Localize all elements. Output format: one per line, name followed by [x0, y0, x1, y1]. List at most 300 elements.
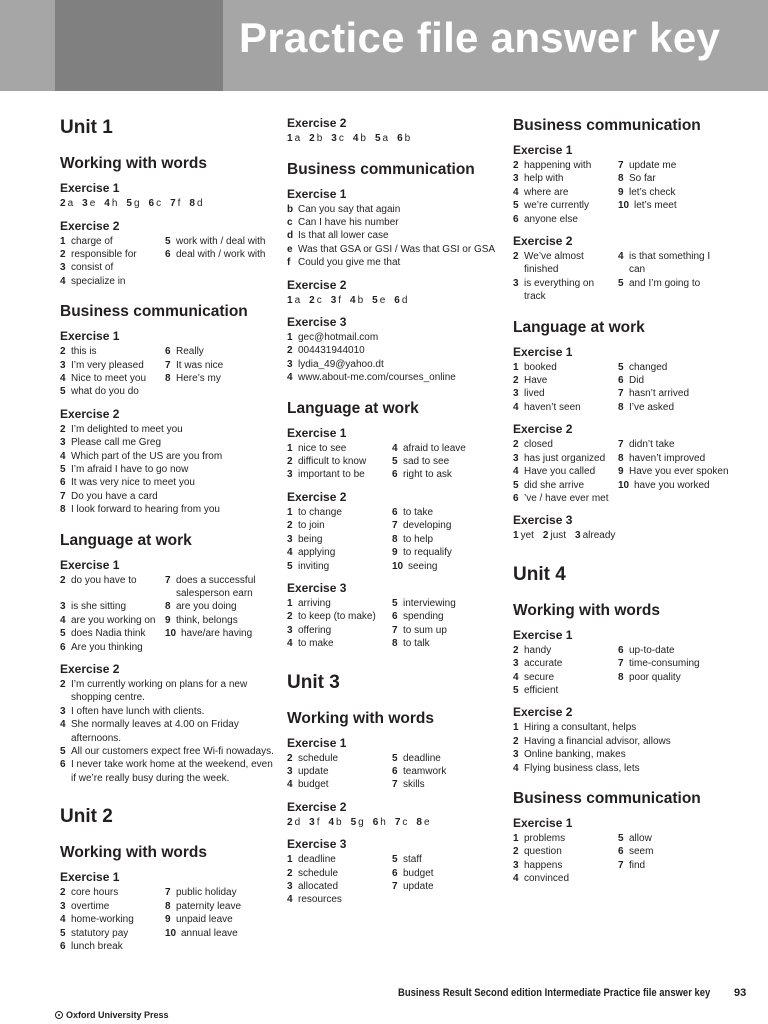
- answer-number: 10: [165, 628, 177, 640]
- answer-text: we’re currently: [524, 200, 590, 212]
- answer-item: [513, 762, 729, 775]
- section-heading: Working with words: [60, 155, 207, 172]
- answer-number: 4: [60, 614, 66, 626]
- answer-number: 7: [165, 574, 171, 586]
- answer-block: [287, 203, 503, 270]
- answer-text: happens: [524, 859, 563, 871]
- answer-item: [287, 765, 392, 778]
- answer-block: [513, 644, 729, 698]
- answer-text: afraid to leave: [403, 442, 466, 454]
- answer-number: 8: [165, 601, 171, 613]
- answer-number: f: [287, 257, 291, 269]
- answer-number: 6: [60, 641, 66, 653]
- answer-text: annual leave: [181, 927, 238, 939]
- answer-number: 8: [392, 638, 398, 650]
- answer-item: [165, 900, 276, 913]
- answer-text: has just organized: [524, 452, 606, 464]
- answer-text: I’m delighted to meet you: [71, 423, 183, 435]
- section: [513, 318, 729, 337]
- answer-value: yet: [520, 530, 534, 542]
- answer-number: 4: [328, 816, 335, 828]
- answer-item: [60, 627, 165, 640]
- answer-text: haven’t improved: [629, 452, 706, 464]
- answer-list: [513, 159, 729, 226]
- answer-item: [392, 546, 503, 559]
- answer-item: [618, 859, 729, 872]
- answer-text: I’m afraid I have to go now: [71, 463, 189, 475]
- answer-number: e: [287, 243, 293, 255]
- answer-item: [60, 436, 276, 449]
- answer-number: 4: [392, 442, 398, 454]
- exercise-title: Exercise 2: [513, 234, 573, 249]
- section: [60, 662, 276, 785]
- section: [60, 407, 276, 517]
- answer-value: b: [404, 133, 411, 144]
- answer-number: 2: [60, 248, 66, 260]
- answer-item: [513, 492, 618, 505]
- answer-number: 2: [309, 294, 315, 306]
- answer-block: [287, 752, 503, 792]
- answer-text: nice to see: [298, 442, 347, 454]
- answer-item: [392, 519, 503, 532]
- answer-item: [287, 893, 392, 906]
- answer-number: 1: [513, 833, 519, 845]
- answer-list: [287, 203, 503, 270]
- section: [287, 671, 503, 695]
- answer-number: 2: [287, 816, 293, 828]
- answer-text: She normally leaves at 4.00 on Friday afternoons.: [71, 719, 239, 744]
- section: [513, 422, 729, 505]
- answer-item: [287, 216, 503, 229]
- answer-item: [287, 867, 392, 880]
- answer-item: [165, 614, 276, 627]
- answer-number: 8: [618, 452, 624, 464]
- answer-number: 2: [287, 752, 293, 764]
- answer-text: gec@hotmail.com: [298, 332, 379, 344]
- section: [287, 278, 503, 308]
- answer-number: 8: [618, 401, 624, 413]
- answer-list: [287, 331, 503, 385]
- answer-text: allow: [629, 833, 652, 845]
- answer-item: [392, 880, 503, 893]
- answer-item: [392, 610, 503, 623]
- answer-number: 6: [165, 346, 171, 358]
- answer-item: [618, 465, 729, 478]
- inline-answers: [287, 132, 503, 146]
- answer-number: 3: [330, 294, 337, 306]
- answer-number: 2: [60, 346, 66, 358]
- answer-text: handy: [524, 644, 552, 656]
- answer-number: 1: [513, 722, 519, 734]
- answer-value: d: [401, 294, 408, 306]
- answer-number: 3: [513, 658, 519, 670]
- answer-list: [287, 752, 503, 792]
- answer-number: 4: [60, 275, 66, 287]
- answer-text: budget: [298, 779, 329, 791]
- answer-text: schedule: [298, 752, 339, 764]
- answer-text: this is: [71, 346, 97, 358]
- answer-item: [287, 455, 392, 468]
- answer-number: 9: [165, 614, 171, 626]
- answer-list: [287, 853, 503, 907]
- answer-number: 9: [392, 547, 398, 559]
- answer-value: f: [338, 294, 342, 306]
- answer-number: 3: [287, 881, 293, 893]
- answer-text: important to be: [298, 469, 365, 481]
- answer-text: deal with / work with: [176, 248, 266, 260]
- answer-item: [60, 600, 165, 613]
- answer-item: [60, 372, 165, 385]
- answer-list: [513, 361, 729, 415]
- answer-number: 6: [618, 846, 624, 858]
- answer-item: [287, 442, 392, 455]
- exercise-title: Exercise 3: [513, 513, 573, 528]
- answer-number: 1: [287, 506, 293, 518]
- answer-text: Which part of the US are you from: [71, 450, 223, 462]
- answer-text: question: [524, 846, 562, 858]
- exercise-title: Exercise 1: [287, 735, 347, 750]
- oup-logo-icon: [55, 1011, 63, 1019]
- answer-item: [60, 503, 276, 516]
- answer-block: [287, 132, 503, 146]
- answer-value: h: [111, 198, 118, 209]
- exercise-title: Exercise 1: [60, 329, 120, 344]
- exercise-title: Exercise 1: [513, 344, 573, 359]
- answer-value: c: [156, 198, 162, 209]
- answer-list: [60, 886, 276, 953]
- answer-item: [60, 463, 276, 476]
- answer-item: [60, 745, 276, 758]
- answer-number: 7: [170, 198, 176, 209]
- exercise-title: Exercise 1: [287, 425, 347, 440]
- answer-text: It was nice: [176, 359, 224, 371]
- answer-text: convinced: [524, 873, 570, 885]
- answer-list: [287, 442, 503, 482]
- answer-item: [392, 442, 503, 455]
- exercise-title: Exercise 2: [287, 489, 347, 504]
- answer-text: I’ve asked: [629, 401, 675, 413]
- answer-text: are you working on: [71, 614, 156, 626]
- answer-item: [618, 438, 729, 451]
- answer-number: 9: [618, 466, 624, 478]
- answer-item: [392, 778, 503, 791]
- answer-item: [618, 277, 729, 304]
- answer-number: 5: [513, 685, 519, 697]
- answer-text: is that something I can: [629, 251, 711, 276]
- section: [60, 843, 276, 862]
- answer-item: [618, 387, 729, 400]
- exercise-title: Exercise 3: [287, 837, 347, 852]
- answer-number: 5: [350, 816, 357, 828]
- answer-number: 5: [618, 361, 624, 373]
- answer-text: update me: [629, 160, 677, 171]
- answer-number: d: [287, 230, 294, 242]
- answer-item: [513, 479, 618, 492]
- answer-number: 4: [513, 186, 519, 198]
- answer-number: 5: [60, 927, 66, 939]
- answer-number: 3: [513, 277, 519, 289]
- answer-list: [287, 506, 503, 573]
- answer-number: 2: [60, 887, 66, 899]
- answer-text: I look forward to hearing from you: [71, 504, 220, 516]
- answer-text: consist of: [71, 262, 114, 274]
- answer-number: 8: [392, 533, 398, 545]
- answer-text: to requalify: [403, 547, 452, 559]
- answer-list: [513, 832, 729, 886]
- answer-item: [513, 845, 618, 858]
- answer-number: 7: [618, 160, 624, 171]
- answer-text: I never take work home at the weekend, even if we’re really busy during the week.: [71, 759, 273, 784]
- section-heading: Working with words: [60, 844, 207, 862]
- answer-item: [513, 277, 618, 304]
- answer-number: 9: [165, 914, 171, 926]
- answer-number: 6: [394, 294, 400, 306]
- answer-value: h: [380, 816, 386, 828]
- answer-item: [60, 678, 276, 705]
- answer-number: 2: [542, 530, 549, 542]
- answer-item: [513, 657, 618, 670]
- answer-item: [60, 574, 165, 601]
- answer-block: [60, 235, 276, 289]
- answer-item: [513, 872, 618, 885]
- answer-item: [392, 765, 503, 778]
- answer-number: 2: [287, 345, 293, 357]
- answer-value: c: [338, 133, 344, 144]
- answer-text: is everything on track: [524, 277, 595, 303]
- section: [287, 800, 503, 830]
- answer-number: 6: [397, 133, 403, 144]
- answer-number: 7: [165, 887, 171, 899]
- answer-value: g: [358, 816, 364, 828]
- answer-text: have/are having: [181, 628, 253, 640]
- answer-text: is she sitting: [71, 601, 127, 613]
- answer-number: 2: [513, 439, 519, 451]
- answer-value: b: [316, 133, 323, 144]
- answer-item: [60, 705, 276, 718]
- answer-text: to keep (to make): [298, 611, 376, 623]
- answer-text: All our customers expect free Wi-fi nowadays.: [71, 746, 274, 758]
- section: [60, 329, 276, 399]
- answer-text: Was that GSA or GSI / Was that GSI or GSA: [298, 243, 496, 255]
- section: [60, 558, 276, 654]
- answer-number: 1: [513, 361, 519, 373]
- section: [287, 399, 503, 418]
- answer-item: [618, 250, 729, 277]
- answer-item: [60, 927, 165, 940]
- answer-number: 2: [513, 375, 519, 387]
- answer-text: www.about-me.com/courses_online: [298, 372, 456, 384]
- exercise-title: Exercise 3: [287, 315, 347, 330]
- answer-text: skills: [403, 779, 425, 791]
- answer-item: [60, 345, 165, 358]
- footer-book-title: Business Result Second edition Intermediate Practice file answer key: [398, 987, 711, 999]
- answer-text: spending: [403, 611, 444, 623]
- section-heading: Business communication: [513, 790, 701, 808]
- answer-number: 10: [618, 200, 630, 212]
- answer-text: booked: [524, 361, 557, 373]
- answer-number: 2: [513, 846, 519, 858]
- inline-answers: [287, 816, 503, 830]
- answer-number: 8: [189, 198, 195, 209]
- answer-item: [618, 361, 729, 374]
- answer-number: 8: [60, 504, 66, 516]
- answer-number: 3: [287, 533, 293, 545]
- answer-text: paternity leave: [176, 900, 242, 912]
- section: [60, 154, 276, 173]
- answer-number: 2: [287, 456, 293, 468]
- section: [287, 426, 503, 482]
- answer-item: [513, 387, 618, 400]
- answer-number: 7: [60, 490, 66, 502]
- answer-number: 5: [60, 628, 66, 640]
- answer-item: [60, 913, 165, 926]
- section: [513, 513, 729, 543]
- column-1: [60, 116, 276, 953]
- answer-text: schedule: [298, 867, 339, 879]
- exercise-title: Exercise 1: [513, 143, 573, 157]
- answer-number: 5: [165, 235, 171, 247]
- answer-value: g: [133, 198, 140, 209]
- answer-value: a: [67, 198, 74, 209]
- answer-text: responsible for: [71, 248, 137, 260]
- answer-list: [513, 250, 729, 304]
- answer-text: statutory pay: [71, 927, 129, 939]
- answer-item: [287, 519, 392, 532]
- section-heading: Language at work: [513, 318, 645, 336]
- answer-value: e: [89, 198, 96, 209]
- answer-item: [287, 610, 392, 623]
- answer-item: [513, 644, 618, 657]
- section: [287, 837, 503, 907]
- answer-item: [392, 867, 503, 880]
- answer-block: [60, 574, 276, 654]
- answer-list: [60, 574, 276, 654]
- answer-text: Have you ever spoken: [629, 466, 729, 478]
- answer-number: 2: [287, 611, 293, 623]
- answer-number: 5: [374, 133, 381, 144]
- answer-number: 1: [513, 530, 519, 542]
- answer-item: [513, 172, 618, 185]
- header-banner: [0, 0, 768, 91]
- answer-text: haven’t seen: [524, 401, 581, 413]
- answer-text: changed: [629, 361, 668, 373]
- answer-item: [392, 560, 503, 573]
- section: [287, 315, 503, 385]
- answer-item: [392, 637, 503, 650]
- answer-text: Really: [176, 346, 204, 358]
- answer-number: 1: [287, 332, 293, 344]
- answer-text: charge of: [71, 235, 113, 247]
- answer-item: [618, 401, 729, 414]
- answer-value: f: [177, 198, 181, 209]
- answer-number: 6: [148, 198, 155, 209]
- answer-text: lunch break: [71, 940, 123, 952]
- answer-text: Do you have a card: [71, 490, 158, 502]
- answer-text: to talk: [403, 638, 430, 650]
- exercise-title: Exercise 2: [287, 799, 347, 814]
- answer-number: 6: [165, 248, 171, 260]
- answer-number: 3: [60, 437, 66, 449]
- answer-number: 4: [287, 779, 293, 791]
- answer-number: 4: [287, 638, 293, 650]
- answer-text: where are: [524, 186, 569, 198]
- answer-item: [392, 455, 503, 468]
- answer-number: 3: [309, 816, 315, 828]
- answer-item: [60, 641, 165, 654]
- answer-text: problems: [524, 833, 566, 845]
- answer-number: 4: [350, 294, 356, 306]
- answer-item: [513, 721, 729, 734]
- answer-item: [392, 597, 503, 610]
- answer-text: 004431944010: [298, 345, 365, 357]
- section-heading: Language at work: [60, 531, 192, 549]
- answer-block: [287, 853, 503, 907]
- answer-block: [60, 345, 276, 399]
- answer-item: [287, 597, 392, 610]
- exercise-title: Exercise 1: [60, 181, 120, 195]
- column-3: [513, 116, 729, 886]
- answer-item: [618, 644, 729, 657]
- exercise-title: Exercise 1: [513, 627, 573, 642]
- unit-heading: Unit 3: [287, 671, 340, 693]
- answer-number: 2: [287, 867, 293, 879]
- answer-text: accurate: [524, 658, 563, 670]
- answer-item: [60, 423, 276, 436]
- answer-item: [513, 199, 618, 212]
- answer-item: [165, 235, 276, 248]
- answer-value: d: [196, 198, 203, 209]
- answer-number: 3: [513, 173, 519, 185]
- answer-item: [165, 886, 276, 899]
- answer-text: do you have to: [71, 574, 137, 586]
- answer-number: 3: [60, 359, 66, 371]
- answer-block: [287, 816, 503, 830]
- section: [513, 345, 729, 415]
- answer-value: c: [402, 816, 408, 828]
- answer-text: ’ve / have ever met: [524, 492, 609, 504]
- answer-text: Is that all lower case: [298, 230, 389, 242]
- answer-text: let’s meet: [634, 200, 677, 212]
- answer-text: Can you say that again: [298, 203, 401, 215]
- answer-number: 2: [513, 160, 519, 171]
- answer-item: [392, 468, 503, 481]
- exercise-title: Exercise 1: [513, 816, 573, 831]
- answer-text: to sum up: [403, 624, 447, 636]
- unit-heading: Unit 4: [513, 563, 566, 585]
- section-heading: Working with words: [513, 601, 660, 619]
- answer-item: [513, 361, 618, 374]
- answer-block: [287, 331, 503, 385]
- answer-text: difficult to know: [298, 456, 367, 468]
- answer-number: 7: [392, 624, 398, 636]
- section: [287, 736, 503, 792]
- answer-value: c: [316, 294, 322, 306]
- answer-number: 10: [165, 927, 177, 939]
- answer-number: 2: [287, 520, 293, 532]
- answer-item: [513, 213, 618, 226]
- answer-item: [60, 490, 276, 503]
- answer-value: a: [294, 133, 301, 144]
- answer-item: [513, 186, 618, 199]
- answer-text: does Nadia think: [71, 628, 146, 640]
- answer-item: [60, 758, 276, 785]
- section: [60, 302, 276, 321]
- answer-item: [60, 718, 276, 745]
- answer-number: 3: [60, 601, 66, 613]
- answer-text: efficient: [524, 685, 559, 697]
- answer-number: 7: [618, 388, 624, 400]
- answer-value: b: [336, 816, 342, 828]
